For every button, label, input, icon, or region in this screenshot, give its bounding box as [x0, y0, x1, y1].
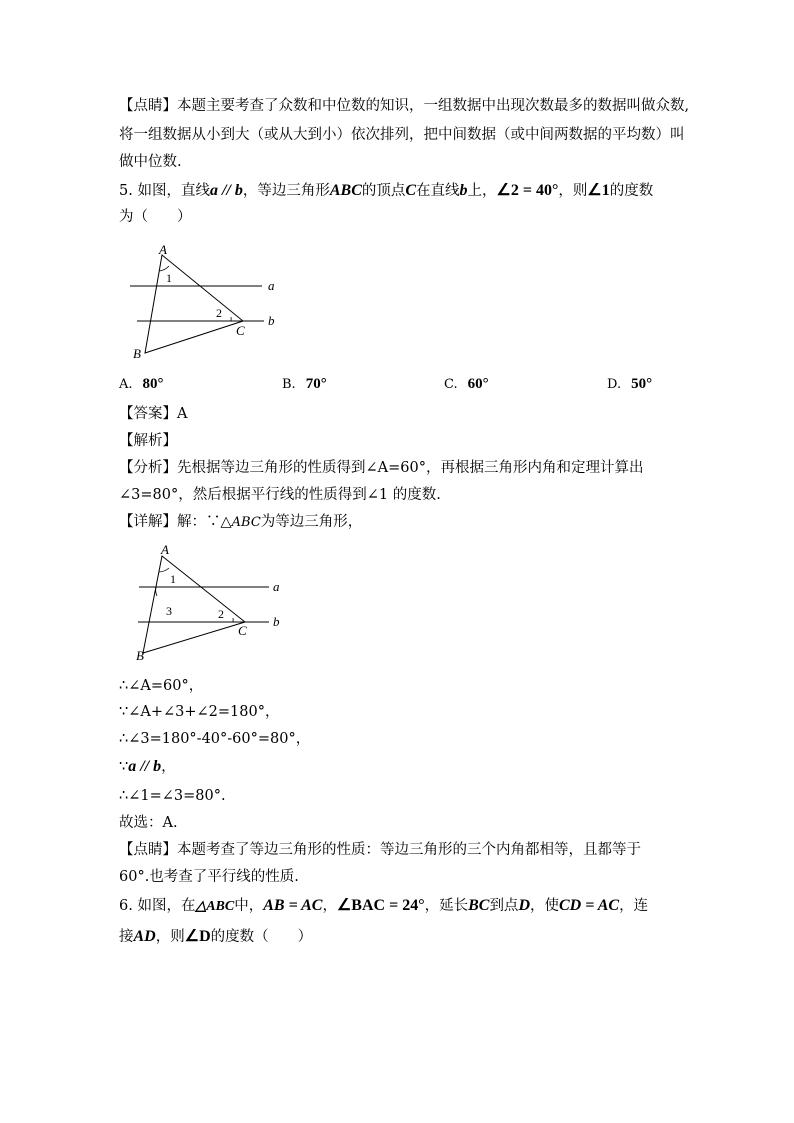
fenxi-line2: ∠3=80°，然后根据平行线的性质得到∠1 的度数. [119, 487, 441, 503]
q5-vertex: C [405, 182, 417, 199]
label-b: b [273, 614, 280, 629]
jiexi-heading: 【解析】 [119, 433, 177, 449]
label-B: B [133, 346, 141, 361]
step-5: ∴∠1=∠3=80°. [119, 788, 226, 804]
step-3: ∴∠3=180°-40°-60°=80°， [119, 731, 311, 747]
label-2: 2 [216, 306, 222, 320]
q5-option-a[interactable]: A. 80° [119, 376, 164, 392]
triangle-abc [145, 255, 243, 353]
dianjing-line1: 【点睛】本题考查了等边三角形的性质：等边三角形的三个内角都相等，且都等于 [119, 842, 641, 858]
q5-text: 的度数 [609, 183, 654, 199]
step-4: ∵a // b， [119, 758, 176, 775]
q6-stem-line1: 6. 如图，在△ABC中，AB = AC，∠BAC = 24°，延长BC到点D，使CD = AC，连 [119, 897, 649, 914]
q6-stem-line2: 接AD，则∠D的度数（ ） [119, 928, 313, 945]
q5-text: 5. 如图，直线 [119, 183, 210, 199]
answer: 【答案】A [119, 406, 188, 422]
dianjing-prev-line2: 将一组数据从小到大（或从大到小）依次排列，把中间数据（或中间两数据的平均数）叫 [119, 127, 685, 143]
q5-angle2: ∠2 = 40° [496, 182, 559, 199]
q5-text: ，则 [558, 183, 588, 199]
label-1: 1 [170, 572, 176, 586]
label-C: C [236, 323, 245, 338]
q5-parallel: a // b [209, 182, 243, 199]
label-B: B [136, 648, 144, 663]
step-1: ∴∠A=60°， [119, 678, 204, 694]
label-C: C [238, 623, 247, 638]
label-a: a [268, 278, 275, 293]
step-2: ∵∠A+∠3+∠2=180°， [119, 704, 280, 720]
choose: 故选：A. [119, 815, 178, 831]
q5-figure [130, 238, 290, 368]
label-b: b [268, 313, 275, 328]
label-1: 1 [166, 271, 172, 285]
triangle-abc [143, 556, 245, 653]
dianjing-prev-line3: 做中位数. [119, 154, 182, 170]
q5-stem-line1 [119, 181, 653, 201]
q5-text: 的顶点 [361, 183, 406, 199]
detail-figure [130, 540, 290, 665]
detail-line: 【详解】解：∵△ABC为等边三角形， [119, 514, 363, 530]
label-A: A [161, 542, 169, 557]
label-A: A [159, 242, 167, 257]
q5-option-b[interactable]: B. 70° [282, 376, 327, 392]
q5-stem-line2: 为（ ） [119, 209, 192, 225]
q5-text: ，等边三角形 [242, 183, 330, 199]
q5-triangle: ABC [329, 182, 362, 199]
dianjing-prev-line1: 【点睛】本题主要考查了众数和中位数的知识，一组数据中出现次数最多的数据叫做众数, [119, 98, 690, 114]
q5-text: 在直线 [416, 183, 460, 199]
q5-option-d[interactable]: D. 50° [607, 376, 653, 392]
q5-text: 上， [467, 183, 497, 199]
q5-line-b: b [459, 182, 468, 199]
label-2: 2 [218, 607, 224, 621]
dianjing-line2: 60°.也考查了平行线的性质. [119, 869, 299, 885]
label-a: a [273, 579, 280, 594]
q5-angle1: ∠1 [587, 182, 610, 199]
label-3: 3 [166, 604, 172, 618]
q5-option-c[interactable]: C. 60° [444, 376, 489, 392]
fenxi-line1: 【分析】先根据等边三角形的性质得到∠A=60°，再根据三角形内角和定理计算出 [119, 460, 644, 476]
